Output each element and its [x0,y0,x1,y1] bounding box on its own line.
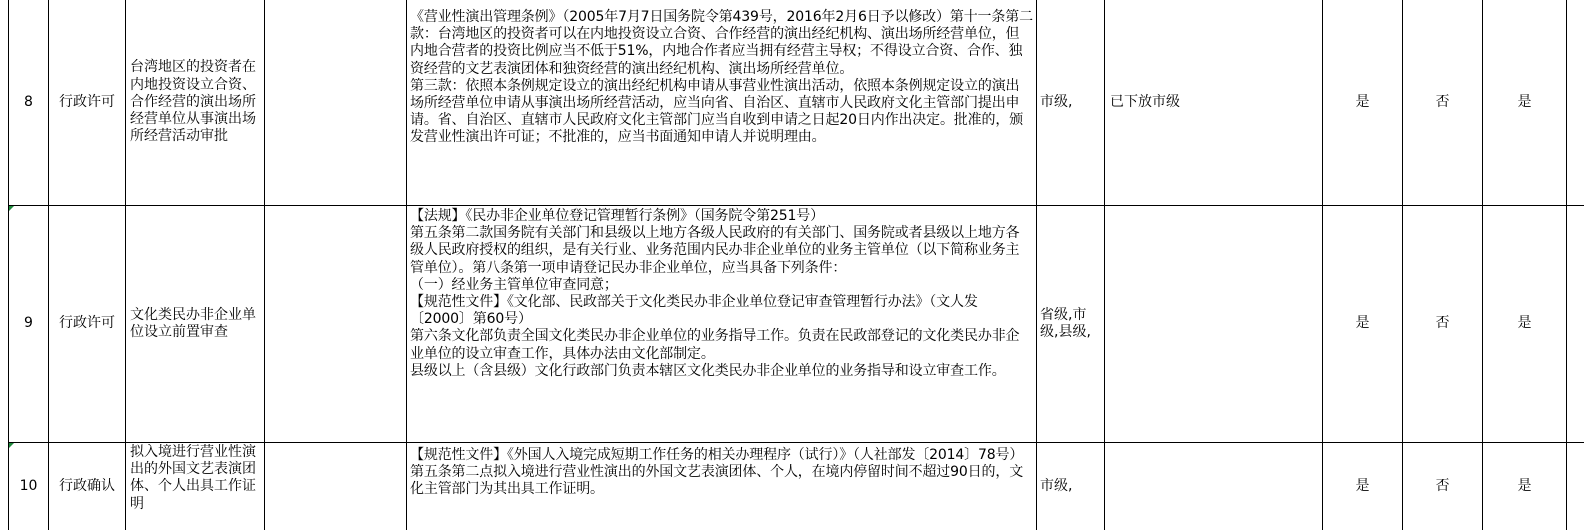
table-cell-flag[interactable]: 否 [1435,93,1450,110]
table-cell-name[interactable]: 台湾地区的投资者在内地投资设立合资、合作经营的演出场所经营单位从事演出场所经营活动审批 [130,59,256,145]
table-cell-name[interactable]: 拟入境进行营业性演出的外国文艺表演团体、个人出具工作证明 [130,444,256,512]
table-cell-name[interactable]: 文化类民办非企业单位设立前置审查 [130,306,256,340]
table-cell-basis[interactable]: 《营业性演出管理条例》（2005年7月7日国务院令第439号，2016年2月6日予以修改）第十一条第二款：台湾地区的投资者可以在内地投资设立合资、合作经营的演出经纪机构、演出场所经营单位，但内地合营者的投资比例应当不低于51%，内地合作者应当拥有经营主导权；不得设立合资、合作、独资经营的文艺表演团体和独资经营的演出经纪机构、演出场所经营单位。 第三款：依照本条例规定设立的演出经纪机构申请从事营业性演出活动，依照本条例规定设立的演出场所经营单位申请从事演出场所经营活动，应当向省、自治区、直辖市人民政府文化主管部门提出申请。省、自治区、直辖市人民政府文化主管部门应当自收到申请之日起20日内作出决定。批准的，颁发营业性演出许可证；不批准的，应当书面通知申请人并说明理由。 [410,9,1033,146]
table-cell-flag[interactable]: 是 [1517,477,1532,494]
table-cell-type[interactable]: 行政确认 [59,477,115,494]
table-cell-remark[interactable] [1105,443,1322,530]
table-cell-flag[interactable]: 否 [1435,315,1450,332]
table-cell-no[interactable]: 9 [24,315,33,332]
table-cell-type[interactable]: 行政许可 [59,315,115,332]
grid-line [264,0,265,530]
table-cell-flag[interactable]: 是 [1517,315,1532,332]
grid-line [1566,0,1567,530]
table-cell-basis[interactable]: 【规范性文件】《外国人入境完成短期工作任务的相关办理程序（试行）》（人社部发〔2014〕78号） 第五条第二点拟入境进行营业性演出的外国文艺表演团体、个人，在境内停留时间不超过90日的，文化主管部门为其出具工作证明。 [410,447,1024,498]
table-cell-type[interactable]: 行政许可 [59,93,115,110]
table-cell-level[interactable]: 市级, [1040,477,1073,494]
table-cell-flag[interactable]: 否 [1435,477,1450,494]
table-cell-remark[interactable] [1105,206,1322,442]
table-cell-flag[interactable]: 是 [1355,93,1370,110]
table-cell-no[interactable]: 10 [19,477,38,494]
table-cell-no[interactable]: 8 [24,93,33,110]
table-cell-flag[interactable]: 是 [1355,315,1370,332]
table-cell-flag[interactable]: 是 [1355,477,1370,494]
table-cell-level[interactable]: 市级, [1040,93,1073,110]
table-cell-basis[interactable]: 【法规】《民办非企业单位登记管理暂行条例》（国务院令第251号） 第五条第二款国务院有关部门和县级以上地方各级人民政府的有关部门、国务院或者县级以上地方各级人民政府授权的组织，是有关行业、业务范围内民办非企业单位的业务主管单位（以下简称业务主管单位）。第八条第一项申请登记民办非企业单位，应当具备下列条件： （一）经业务主管单位审查同意； 【规范性文件】《文化部、民政部关于文化类民办非企业单位登记审查管理暂行办法》（文人发〔2000〕第60号） 第六条文化部负责全国文化类民办非企业单位的业务指导工作。负责在民政部登记的文化类民办非企业单位的设立审查工作，具体办法由文化部制定。 县级以上（含县级）文化行政部门负责本辖区文化类民办非企业单位的业务指导和设立审查工作。 [410,208,1020,379]
table-cell-flag[interactable]: 是 [1517,93,1532,110]
table-cell-remark[interactable]: 已下放市级 [1110,93,1180,110]
table-cell-level[interactable]: 省级,市级,县级, [1040,306,1091,340]
